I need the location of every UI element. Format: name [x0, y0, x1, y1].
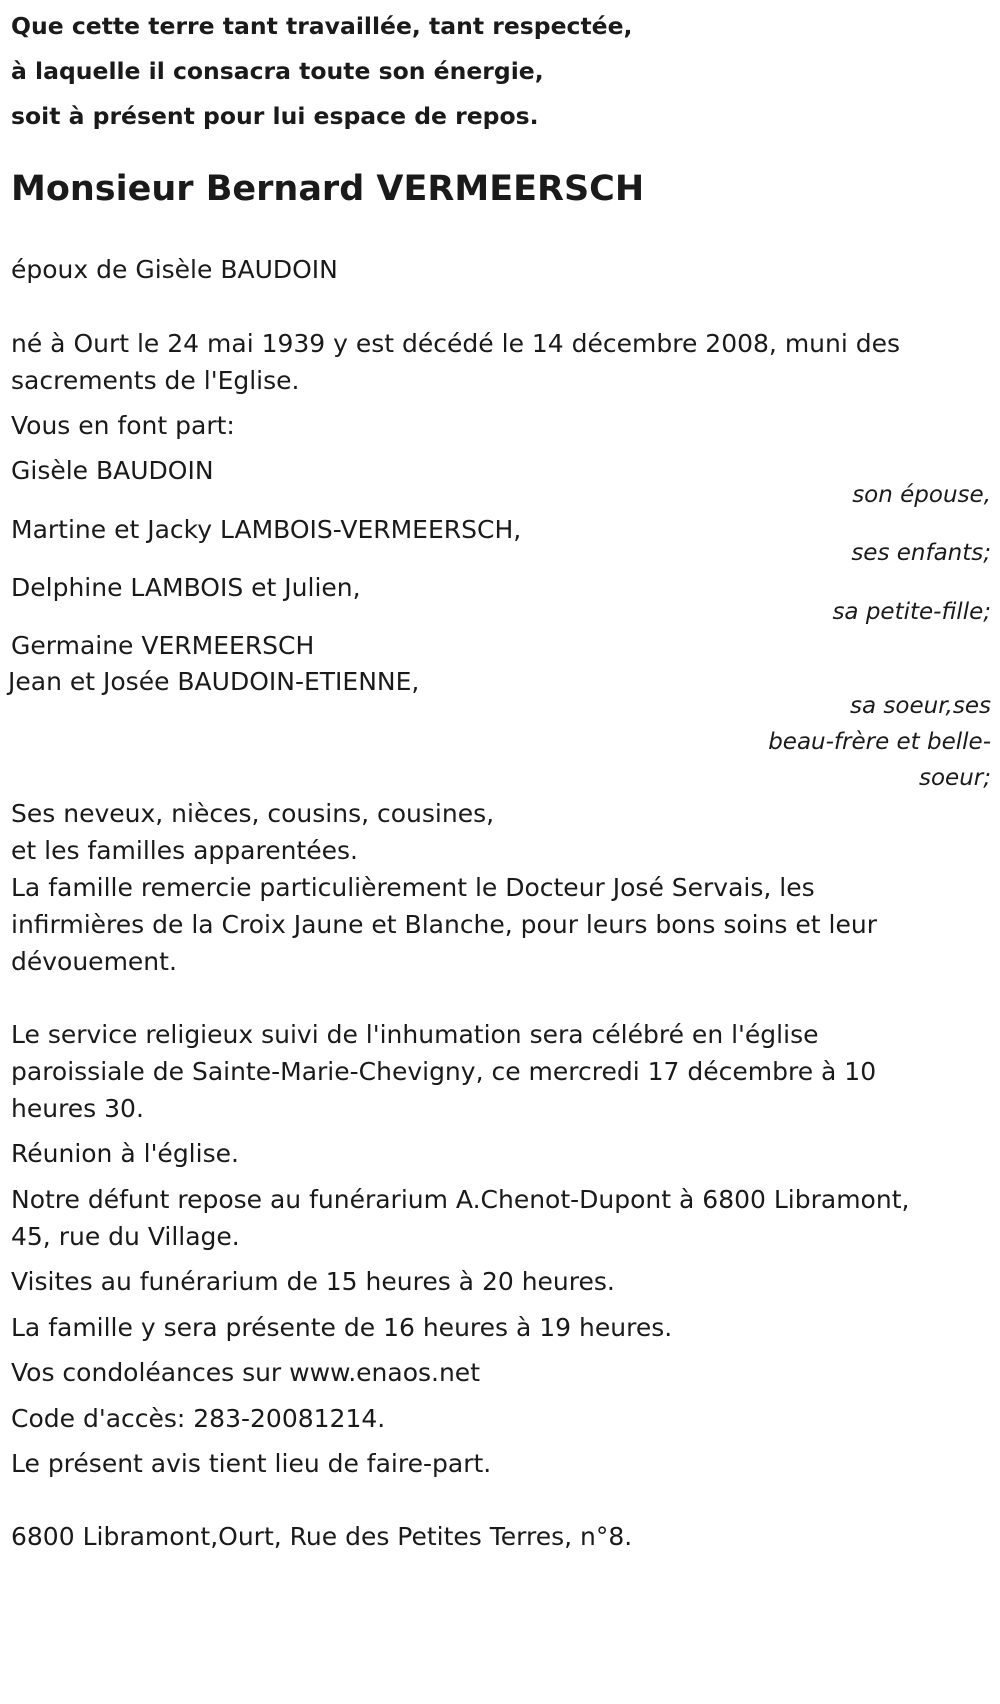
meeting-line: Réunion à l'église. [11, 1139, 239, 1168]
extended-family-line: Ses neveux, nièces, cousins, cousines, [11, 799, 495, 828]
birth-death-line-1: né à Ourt le 24 mai 1939 y est décédé le 14 décembre 2008, muni des [11, 329, 901, 358]
visits-line: Visites au funérarium de 15 heures à 20 heures. [11, 1267, 615, 1296]
extended-family-line: La famille remercie particulièrement le Docteur José Servais, les [11, 873, 815, 902]
family-member-name: Delphine LAMBOIS et Julien, [11, 573, 361, 602]
birth-death-line-2: sacrements de l'Eglise. [11, 366, 300, 395]
notice-line: Le présent avis tient lieu de faire-part. [11, 1449, 492, 1478]
access-code-line: Code d'accès: 283-20081214. [11, 1404, 386, 1433]
family-member-name: Jean et Josée BAUDOIN-ETIENNE, [8, 667, 420, 696]
extended-family-line: dévouement. [11, 947, 177, 976]
rest-place-line: 45, rue du Village. [11, 1222, 240, 1251]
family-presence-line: La famille y sera présente de 16 heures à 19 heures. [11, 1313, 673, 1342]
service-line: heures 30. [11, 1094, 144, 1123]
family-member-name: Germaine VERMEERSCH [11, 631, 315, 660]
rest-place-line: Notre défunt repose au funérarium A.Chenot-Dupont à 6800 Libramont, [11, 1185, 910, 1214]
deceased-name: Monsieur Bernard VERMEERSCH [11, 169, 645, 209]
family-relation: sa soeur,ses [850, 693, 991, 719]
extended-family-line: et les familles apparentées. [11, 836, 358, 865]
epitaph-line-2: à laquelle il consacra toute son énergie, [11, 57, 544, 85]
family-member-name: Gisèle BAUDOIN [11, 456, 214, 485]
spouse-line: époux de Gisèle BAUDOIN [11, 255, 338, 284]
family-relation: soeur; [919, 765, 991, 791]
service-line: Le service religieux suivi de l'inhumation sera célébré en l'église [11, 1020, 819, 1049]
condolences-line: Vos condoléances sur www.enaos.net [11, 1358, 480, 1387]
epitaph-line-3: soit à présent pour lui espace de repos. [11, 102, 539, 130]
family-relation: sa petite-fille; [832, 599, 991, 625]
announcement-intro: Vous en font part: [11, 411, 235, 440]
family-relation: ses enfants; [851, 540, 991, 566]
service-line: paroissiale de Sainte-Marie-Chevigny, ce mercredi 17 décembre à 10 [11, 1057, 877, 1086]
family-relation: beau-frère et belle- [768, 729, 991, 755]
family-relation: son épouse, [852, 482, 991, 508]
epitaph-line-1: Que cette terre tant travaillée, tant respectée, [11, 12, 633, 40]
extended-family-line: infirmières de la Croix Jaune et Blanche, pour leurs bons soins et leur [11, 910, 877, 939]
family-member-name: Martine et Jacky LAMBOIS-VERMEERSCH, [11, 515, 522, 544]
address-line: 6800 Libramont,Ourt, Rue des Petites Terres, n°8. [11, 1522, 633, 1551]
